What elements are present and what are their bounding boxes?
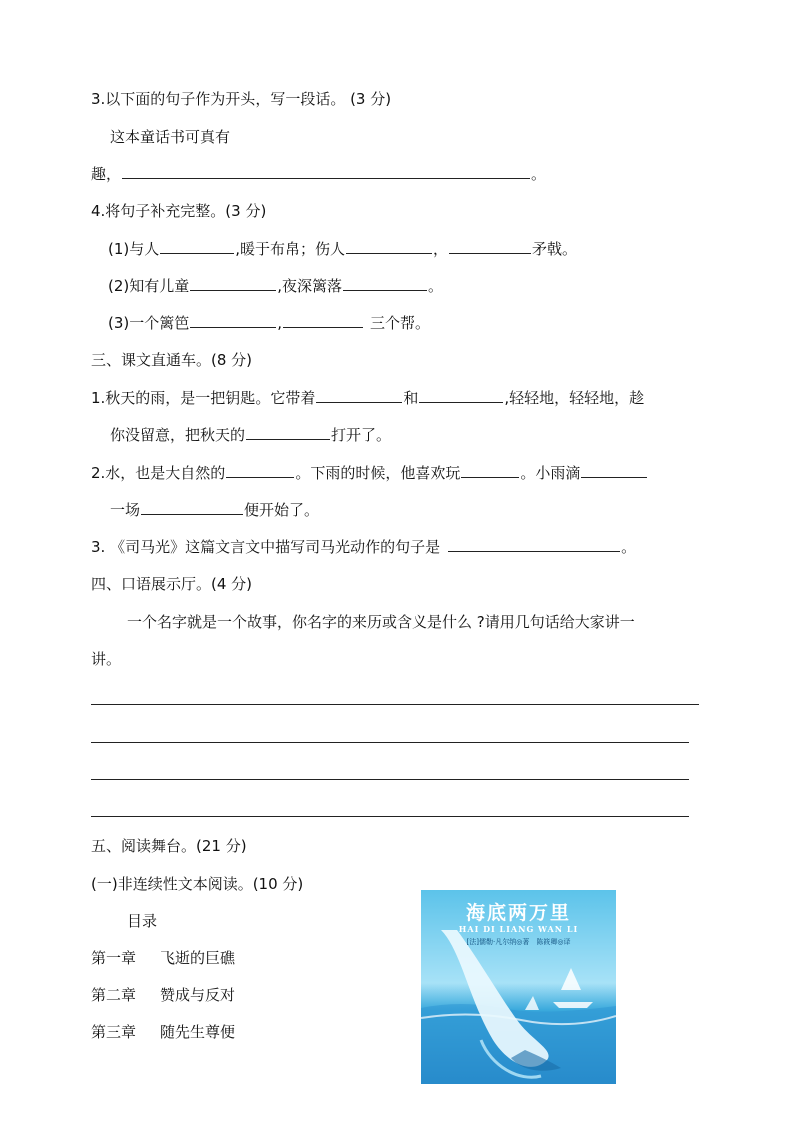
chapter-name: 赞成与反对 xyxy=(160,986,236,1004)
s3-q1-b: 和 xyxy=(403,389,419,407)
q3-answer-line xyxy=(91,163,546,185)
s3-q1-line-1 xyxy=(91,387,644,409)
s3-q2-line-1 xyxy=(91,462,648,484)
q4-line-3 xyxy=(108,312,430,334)
q4-1-b: ,暖于布帛；伤人 xyxy=(235,240,346,258)
writing-line-4[interactable] xyxy=(91,816,689,817)
chapter-number: 第二章 xyxy=(91,986,137,1004)
s3-q2-blank-4[interactable] xyxy=(141,499,243,515)
s3-q2-c: 。小雨滴 xyxy=(520,464,581,482)
chapter-name: 飞逝的巨礁 xyxy=(160,949,236,967)
s3-q1-blank-3[interactable] xyxy=(246,424,330,440)
chapter-number: 第一章 xyxy=(91,949,137,967)
s4-title: 四、口语展示厅。(4 分) xyxy=(91,575,253,593)
s3-q1-a: 1.秋天的雨，是一把钥匙。它带着 xyxy=(91,389,316,407)
q4-2-a: (2)知有儿童 xyxy=(108,277,190,295)
q4-title: 4.将句子补充完整。(3 分) xyxy=(91,202,267,220)
s3-q2-blank-2[interactable] xyxy=(461,462,519,478)
writing-line-1[interactable] xyxy=(91,704,699,705)
q4-3-blank-1[interactable] xyxy=(190,312,276,328)
toc-chapter-3 xyxy=(91,1021,235,1043)
s5-title: 五、阅读舞台。(21 分) xyxy=(91,837,247,855)
s4-paragraph-1: 一个名字就是一个故事，你名字的来历或含义是什么 ?请用几句话给大家讲一 xyxy=(127,613,635,631)
q4-2-b: ,夜深篱落 xyxy=(277,277,343,295)
s3-q1-e: 打开了。 xyxy=(331,426,392,444)
s3-q2-e: 便开始了。 xyxy=(244,501,320,519)
q3-blank[interactable] xyxy=(122,163,530,179)
q4-1-a: (1)与人 xyxy=(108,240,160,258)
q4-3-c: 三个帮。 xyxy=(370,314,431,332)
toc-chapter-2 xyxy=(91,984,235,1006)
chapter-number: 第三章 xyxy=(91,1023,137,1041)
s5-subtitle: (一)非连续性文本阅读。(10 分) xyxy=(91,875,304,893)
s3-title: 三、课文直通车。(8 分) xyxy=(91,351,253,369)
s3-q2-b: 。下雨的时候，他喜欢玩 xyxy=(295,464,461,482)
toc-chapter-1 xyxy=(91,947,235,969)
s3-q3-line xyxy=(91,536,636,558)
s3-q1-d: 你没留意，把秋天的 xyxy=(110,426,246,444)
q4-line-2 xyxy=(108,275,443,297)
cover-pinyin: HAI DI LIANG WAN LI xyxy=(458,924,579,934)
q4-3-a: (3)一个篱笆 xyxy=(108,314,190,332)
q3-title: 3.以下面的句子作为开头，写一段话。 (3 分) xyxy=(91,90,392,108)
q4-2-blank-2[interactable] xyxy=(343,275,427,291)
s3-q1-c: ,轻轻地，轻轻地，趁 xyxy=(504,389,645,407)
q3-prompt: 这本童话书可真有 xyxy=(110,128,231,146)
s3-q2-a: 2.水，也是大自然的 xyxy=(91,464,226,482)
cover-title: 海底两万里 xyxy=(465,902,571,924)
q4-1-c: ， xyxy=(433,240,449,258)
q4-2-c: 。 xyxy=(428,277,444,295)
cover-credit: [法]儒勒·凡尔纳◎著 陈筱卿◎译 xyxy=(466,938,571,946)
writing-line-2[interactable] xyxy=(91,742,689,743)
s3-q3-blank[interactable] xyxy=(448,536,620,552)
q4-3-blank-2[interactable] xyxy=(283,312,363,328)
book-cover xyxy=(421,890,616,1084)
s3-q2-blank-1[interactable] xyxy=(226,462,294,478)
q3-end: 。 xyxy=(531,165,547,183)
q4-1-blank-3[interactable] xyxy=(449,238,531,254)
s3-q2-line-2 xyxy=(110,499,319,521)
q4-3-b: , xyxy=(277,314,283,332)
s3-q3-b: 。 xyxy=(621,538,637,556)
writing-line-3[interactable] xyxy=(91,779,689,780)
s4-paragraph-2: 讲。 xyxy=(91,650,122,668)
toc-label: 目录 xyxy=(127,912,158,930)
q4-1-d: 矛戟。 xyxy=(532,240,578,258)
s3-q1-blank-2[interactable] xyxy=(419,387,503,403)
q4-1-blank-1[interactable] xyxy=(160,238,234,254)
chapter-name: 随先生尊便 xyxy=(160,1023,236,1041)
q4-2-blank-1[interactable] xyxy=(190,275,276,291)
s3-q2-d: 一场 xyxy=(110,501,141,519)
s3-q1-line-2 xyxy=(110,424,391,446)
q4-line-1 xyxy=(108,238,577,260)
q3-lead: 趣， xyxy=(91,165,122,183)
q4-1-blank-2[interactable] xyxy=(346,238,432,254)
s3-q2-blank-3[interactable] xyxy=(581,462,647,478)
s3-q3-a: 3. 《司马光》这篇文言文中描写司马光动作的句子是 xyxy=(91,538,441,556)
s3-q1-blank-1[interactable] xyxy=(316,387,402,403)
